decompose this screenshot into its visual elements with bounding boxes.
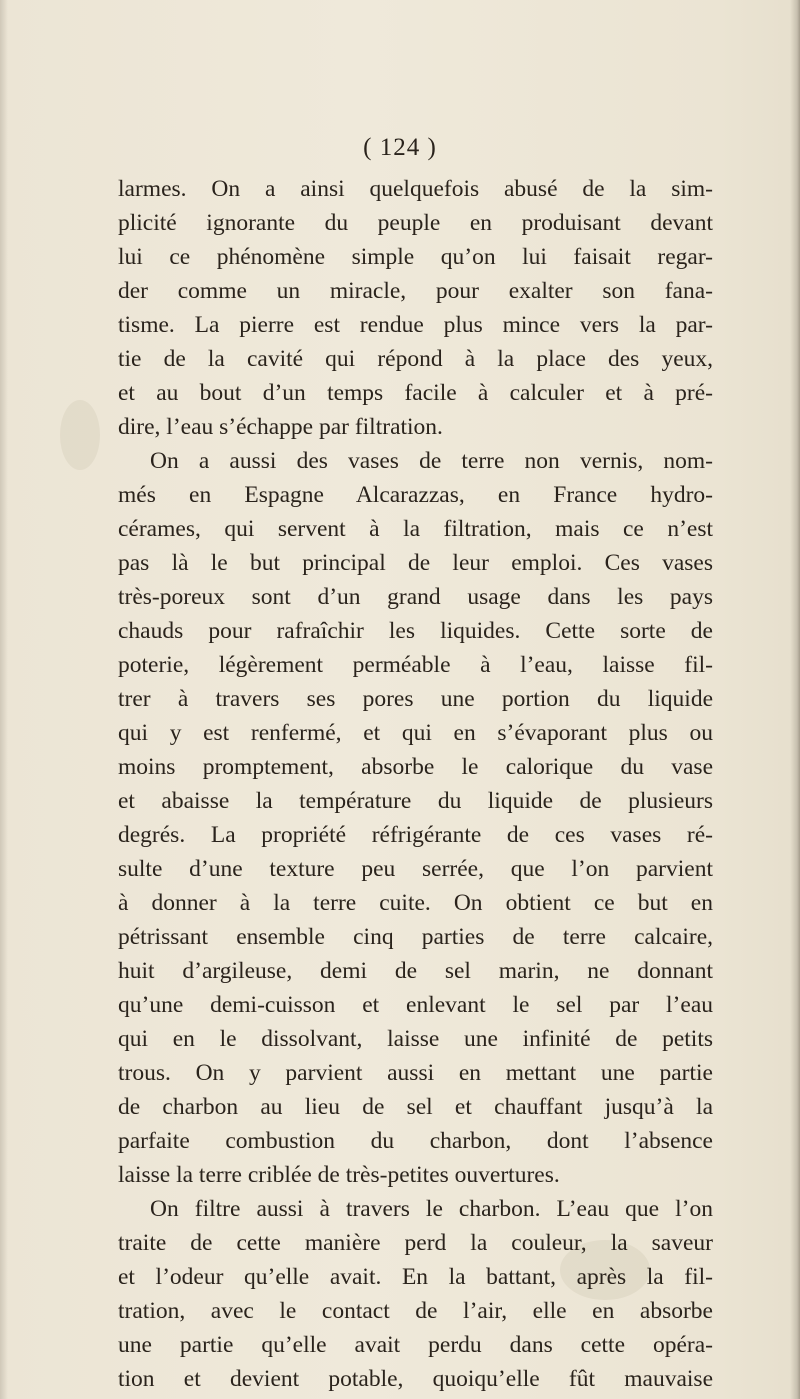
text-line: à donner à la terre cuite. On obtient ce but en xyxy=(118,890,713,916)
text-line: tisme. La pierre est rendue plus mince vers la par- xyxy=(118,312,713,338)
text-line: lui ce phénomène simple qu’on lui faisait regar- xyxy=(118,244,713,270)
text-line: més en Espagne Alcarazzas, en France hydro- xyxy=(118,482,713,508)
text-line: très-poreux sont d’un grand usage dans les pays xyxy=(118,584,713,610)
paper-stain xyxy=(60,400,100,470)
text-line: parfaite combustion du charbon, dont l’absence xyxy=(118,1128,713,1154)
text-line: chauds pour rafraîchir les liquides. Cette sorte de xyxy=(118,618,713,644)
text-line: poterie, légèrement perméable à l’eau, laisse fil- xyxy=(118,652,713,678)
page-number: ( 124 ) xyxy=(363,134,437,161)
text-line: pas là le but principal de leur emploi. Ces vases xyxy=(118,550,713,576)
text-line: plicité ignorante du peuple en produisant devant xyxy=(118,210,713,236)
text-line: et l’odeur qu’elle avait. En la battant, après la fil- xyxy=(118,1264,713,1290)
text-line: et au bout d’un temps facile à calculer et à pré- xyxy=(118,380,713,406)
text-line: tration, avec le contact de l’air, elle en absorbe xyxy=(118,1298,713,1324)
text-line: larmes. On a ainsi quelquefois abusé de la sim- xyxy=(118,176,713,202)
text-line: tion et devient potable, quoiqu’elle fût mauvaise xyxy=(118,1366,713,1392)
text-line: huit d’argileuse, demi de sel marin, ne donnant xyxy=(118,958,713,984)
text-line: trous. On y parvient aussi en mettant une partie xyxy=(118,1060,713,1086)
text-line: trer à travers ses pores une portion du liquide xyxy=(118,686,713,712)
text-line: degrés. La propriété réfrigérante de ces vases ré- xyxy=(118,822,713,848)
text-line: On a aussi des vases de terre non vernis, nom- xyxy=(150,448,713,474)
text-line: une partie qu’elle avait perdu dans cette opéra- xyxy=(118,1332,713,1358)
page-right-shadow xyxy=(790,0,800,1399)
text-line: laisse la terre criblée de très-petites ouvertures. xyxy=(118,1162,560,1188)
text-line: qu’une demi-cuisson et enlevant le sel par l’eau xyxy=(118,992,713,1018)
text-line: tie de la cavité qui répond à la place des yeux, xyxy=(118,346,713,372)
text-line: qui y est renfermé, et qui en s’évaporant plus ou xyxy=(118,720,713,746)
text-line: de charbon au lieu de sel et chauffant jusqu’à la xyxy=(118,1094,713,1120)
text-line: traite de cette manière perd la couleur, la saveur xyxy=(118,1230,713,1256)
text-line: moins promptement, absorbe le calorique du vase xyxy=(118,754,713,780)
text-line: qui en le dissolvant, laisse une infinité de petits xyxy=(118,1026,713,1052)
text-line: cérames, qui servent à la filtration, mais ce n’est xyxy=(118,516,713,542)
text-line: et abaisse la température du liquide de plusieurs xyxy=(118,788,713,814)
text-line: sulte d’une texture peu serrée, que l’on parvient xyxy=(118,856,713,882)
text-line: der comme un miracle, pour exalter son fana- xyxy=(118,278,713,304)
text-line: On filtre aussi à travers le charbon. L’eau que l’on xyxy=(150,1196,713,1222)
text-line: dire, l’eau s’échappe par filtration. xyxy=(118,414,443,440)
page-left-shadow xyxy=(0,0,8,1399)
body-text xyxy=(118,172,713,1396)
text-line: pétrissant ensemble cinq parties de terre calcaire, xyxy=(118,924,713,950)
